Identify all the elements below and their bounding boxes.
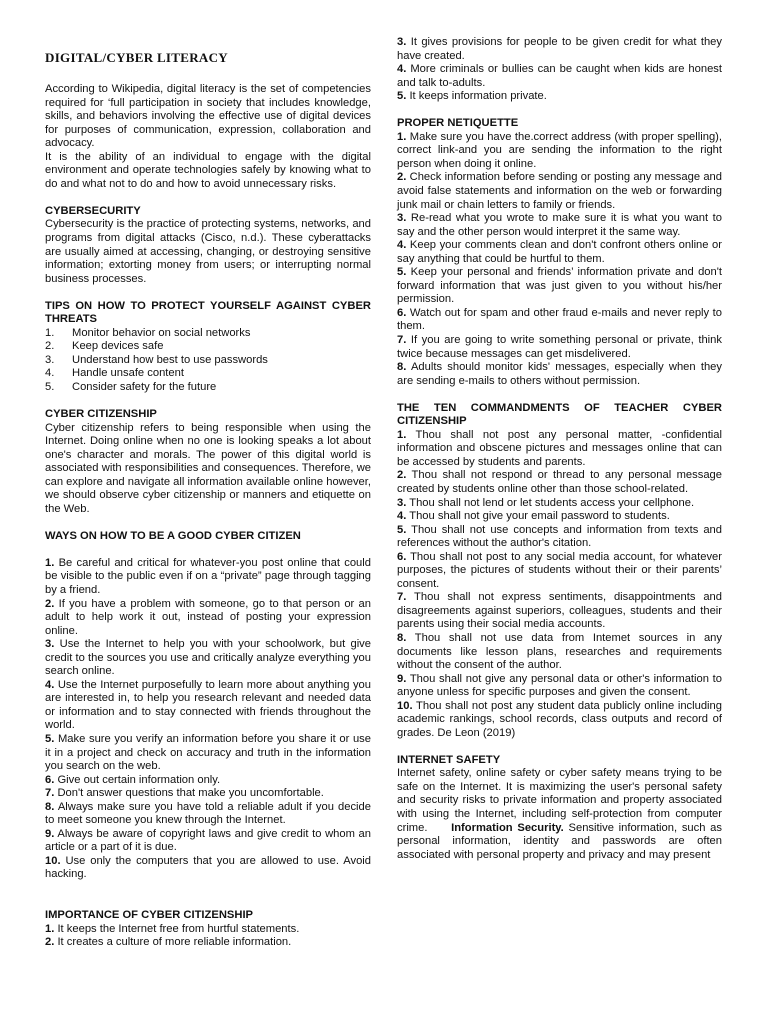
digital-literacy-section: [45, 83, 371, 191]
list-number: 10.: [45, 854, 61, 867]
list-text: Thou shall not respond or thread to any personal message created by students online other than those school-related.: [397, 469, 722, 495]
list-number: 2.: [45, 597, 55, 610]
list-text: Thou shall not give any personal data or other's information to anyone unless for specific purposes and given the consent.: [397, 672, 722, 699]
list-text: Watch out for spam and other fraud e-mails and never reply to them.: [397, 306, 722, 333]
list-item: [45, 340, 371, 354]
list-item: [45, 557, 371, 598]
commandments-section: [397, 402, 722, 741]
list-item: [397, 131, 722, 172]
list-text: If you have a problem with someone, go to that person or an adult to help work it out, instead of posting your expression online.: [45, 597, 371, 637]
list-item: [397, 90, 722, 104]
list-number: 4.: [45, 678, 55, 691]
list-item: [397, 469, 722, 496]
list-item: [397, 673, 722, 700]
list-text: Make sure you have the.correct address (with proper spelling), correct link-and you are sending the information to the right person when doing it online.: [397, 130, 722, 170]
information-security-text: Sensitive information, such as personal information, identity and passwords are often associated with personal property and privacy and may present: [397, 821, 722, 861]
digital-literacy-definition: According to Wikipedia, digital literacy is the set of competencies required for ‘full participation in society that includes knowledge, skills, and behaviors involving the effective use of digital devices for purposes of communication, expression, collaboration and advocacy.: [45, 83, 371, 150]
list-number: 7.: [397, 333, 407, 346]
list-text: Re-read what you wrote to make sure it is what you want to say and the other person would interpret it the same way.: [397, 212, 722, 238]
list-text: Check information before sending or posting any message and avoid false statements and information on the web or forwarding junk mail or chain letters to family or friends.: [397, 171, 722, 211]
list-item: [397, 632, 722, 673]
list-item: [397, 307, 722, 334]
list-item: [45, 936, 371, 950]
list-item: [397, 171, 722, 212]
list-text: It gives provisions for people to be given credit for what they have created.: [397, 36, 722, 62]
list-item: [397, 334, 722, 361]
list-text: Thou shall not give your email password to students.: [406, 510, 670, 523]
commandments-heading: THE TEN COMMANDMENTS OF TEACHER CYBER CITIZENSHIP: [397, 401, 722, 428]
cybersecurity-text: Cybersecurity is the practice of protecting systems, networks, and programs from digital attacks (Cisco, n.d.). These cyberattacks are usually aimed at accessing, changing, or destroying sensitive information; extorting money from users; or interrupting normal business processes.: [45, 218, 371, 285]
digital-literacy-ability: It is the ability of an individual to engage with the digital environment and operate technologies safely by knowing what to do and what not to do and how to avoid unnecessary risks.: [45, 150, 371, 190]
list-number: 4.: [45, 367, 55, 380]
list-text: More criminals or bullies can be caught when kids are honest and talk to-adults.: [397, 63, 722, 89]
list-text: Keep your comments clean and don't confront others online or say anything that could be hurtful to them.: [397, 239, 722, 265]
list-text: Thou shall not post to any social media account, for whatever purposes, the pictures of students without their or their parents’ consent.: [397, 550, 722, 590]
list-item: [45, 598, 371, 639]
list-text: Use the Internet purposefully to learn more about anything you are interested in, to help you research relevant and needed data or information and to stay connected with friends throughout the world.: [45, 678, 371, 732]
list-number: 2.: [45, 340, 55, 353]
list-number: 9.: [397, 672, 407, 685]
list-text: Thou shall not post any student data publicly online including academic rankings, school records, class outputs and record of grades. De Leon (2019): [397, 699, 722, 739]
list-text: Understand how best to use passwords: [72, 353, 268, 366]
list-number: 3.: [397, 212, 407, 225]
document-title: DIGITAL/CYBER LITERACY: [45, 50, 228, 65]
list-item: [397, 524, 722, 551]
list-text: It keeps the Internet free from hurtful statements.: [54, 922, 300, 935]
list-text: Make sure you verify an information before you share it or use it in a project and check on accuracy and truth in the information you search on the web.: [45, 733, 371, 773]
list-number: 8.: [397, 361, 407, 374]
list-text: Thou shall not use data from Intemet sources in any documents like lesson plans, researches and requirements without the consent of the author.: [397, 631, 722, 672]
list-number: 5.: [397, 266, 407, 279]
list-text: Give out certain information only.: [54, 773, 221, 786]
list-item: [397, 700, 722, 741]
list-item: [397, 497, 722, 511]
list-item: [397, 36, 722, 63]
cybersecurity-section: [45, 205, 371, 286]
list-text: Use only the computers that you are allowed to use. Avoid hacking.: [45, 854, 371, 881]
list-item: [397, 63, 722, 90]
list-text: Monitor behavior on social networks: [72, 326, 251, 339]
importance-continued: [397, 36, 722, 104]
list-number: 1.: [397, 428, 407, 441]
good-citizen-heading: WAYS ON HOW TO BE A GOOD CYBER CITIZEN: [45, 529, 301, 542]
list-item: [45, 774, 371, 788]
list-item: [45, 638, 371, 679]
list-number: 9.: [45, 827, 55, 840]
list-number: 3.: [397, 36, 407, 48]
list-number: 2.: [45, 936, 55, 949]
information-security-heading: Information Security.: [451, 821, 564, 834]
right-column: [397, 36, 722, 862]
internet-safety-section: [397, 754, 722, 862]
list-number: 10.: [397, 699, 413, 712]
list-text: Thou shall not lend or let students access your cellphone.: [406, 496, 695, 509]
tips-section: [45, 300, 371, 395]
good-citizen-section: [45, 530, 371, 882]
list-item: [45, 367, 371, 381]
cybersecurity-heading: CYBERSECURITY: [45, 204, 141, 217]
list-item: [45, 923, 371, 937]
list-number: 7.: [397, 591, 407, 604]
list-number: 4.: [397, 510, 407, 523]
list-text: Use the Internet to help you with your schoolwork, but give credit to the sources you use and critically analyze everything you search online.: [45, 638, 371, 678]
internet-safety-heading: INTERNET SAFETY: [397, 753, 501, 766]
list-item: [397, 212, 722, 239]
list-text: Thou shall not post any personal matter, -confidential information and obscene pictures and messages online that can be accessed by students and parents.: [397, 428, 722, 468]
list-item: [45, 679, 371, 733]
list-item: [45, 327, 371, 341]
list-number: 4.: [397, 239, 407, 252]
list-item: [397, 551, 722, 592]
list-item: [45, 354, 371, 368]
list-item: [397, 510, 722, 524]
list-number: 7.: [45, 787, 55, 800]
cyber-citizenship-heading: CYBER CITIZENSHIP: [45, 407, 157, 420]
list-item: [45, 801, 371, 828]
list-number: 3.: [397, 496, 407, 509]
list-text: Be careful and critical for whatever-you post online that could be visible to the public even if on a “private” page through tagging by a friend.: [45, 556, 371, 596]
list-item: [397, 591, 722, 632]
netiquette-section: [397, 117, 722, 388]
list-text: Handle unsafe content: [72, 367, 184, 380]
list-number: 1.: [397, 130, 407, 143]
list-number: 8.: [45, 800, 55, 813]
list-number: 5.: [45, 733, 55, 746]
list-text: If you are going to write something personal or private, think twice because messages can get misdelivered.: [397, 333, 722, 360]
list-item: [397, 361, 722, 388]
list-text: Always be aware of copyright laws and give credit to whom an article or a part of it is due.: [45, 827, 371, 854]
importance-section: [45, 909, 371, 950]
list-text: Consider safety for the future: [72, 380, 217, 393]
list-number: 3.: [45, 353, 55, 366]
netiquette-heading: PROPER NETIQUETTE: [397, 117, 519, 130]
list-text: Always make sure you have told a reliable adult if you decide to meet someone you knew through the Internet.: [45, 800, 371, 827]
list-item: [45, 733, 371, 774]
list-number: 8.: [397, 631, 407, 644]
internet-safety-body: Internet safety, online safety or cyber safety means trying to be safe on the Internet. It is maximizing the user's personal safety and security risks to private information and property associated with using the Internet, including self-protection from computer crime.: [397, 767, 722, 834]
list-number: 2.: [397, 469, 407, 482]
list-item: [397, 266, 722, 307]
tips-heading: TIPS ON HOW TO PROTECT YOURSELF AGAINST CYBER THREATS: [45, 299, 371, 326]
list-text: It keeps information private.: [406, 90, 547, 103]
list-number: 6.: [397, 306, 407, 319]
importance-heading: IMPORTANCE OF CYBER CITIZENSHIP: [45, 909, 254, 922]
cyber-citizenship-text: Cyber citizenship refers to being responsible when using the Internet. Doing online when no one is looking speaks a lot about one's character and morals. The power of this digital world is associated with responsibilities and consequences. Therefore, we can explore and navigate all information available online however, we should observe cyber citizenship or manners and etiquette on the Web.: [45, 421, 371, 515]
list-item: [45, 381, 371, 395]
list-number: 4.: [397, 63, 407, 76]
list-number: 5.: [397, 90, 407, 103]
list-text: Thou shall not use concepts and information from texts and references without the author's citation.: [397, 523, 722, 550]
list-item: [397, 429, 722, 470]
list-text: It creates a culture of more reliable information.: [54, 936, 292, 949]
list-number: 5.: [45, 380, 55, 393]
list-number: 1.: [45, 922, 55, 935]
list-number: 6.: [397, 550, 407, 563]
list-text: Keep devices safe: [72, 340, 164, 353]
list-number: 6.: [45, 773, 55, 786]
list-text: Don't answer questions that make you uncomfortable.: [54, 787, 324, 800]
list-item: [45, 787, 371, 801]
left-column: [45, 36, 371, 950]
list-item: [45, 855, 371, 882]
list-text: Adults should monitor kids' messages, especially when they are sending e-mails to others without permission.: [397, 361, 722, 387]
list-number: 2.: [397, 171, 407, 184]
list-item: [397, 239, 722, 266]
list-number: 1.: [45, 556, 55, 569]
list-text: Thou shall not express sentiments, disappointments and disagreements against superiors, colleagues, students and their parents using their social media accounts.: [397, 591, 722, 631]
list-item: [45, 828, 371, 855]
list-text: Keep your personal and friends’ information private and don't forward information that was just given to you without his/her permission.: [397, 266, 722, 306]
cyber-citizenship-section: [45, 408, 371, 516]
list-number: 1.: [45, 326, 55, 339]
list-number: 3.: [45, 638, 55, 651]
internet-safety-text: [397, 767, 722, 862]
list-number: 5.: [397, 523, 407, 536]
